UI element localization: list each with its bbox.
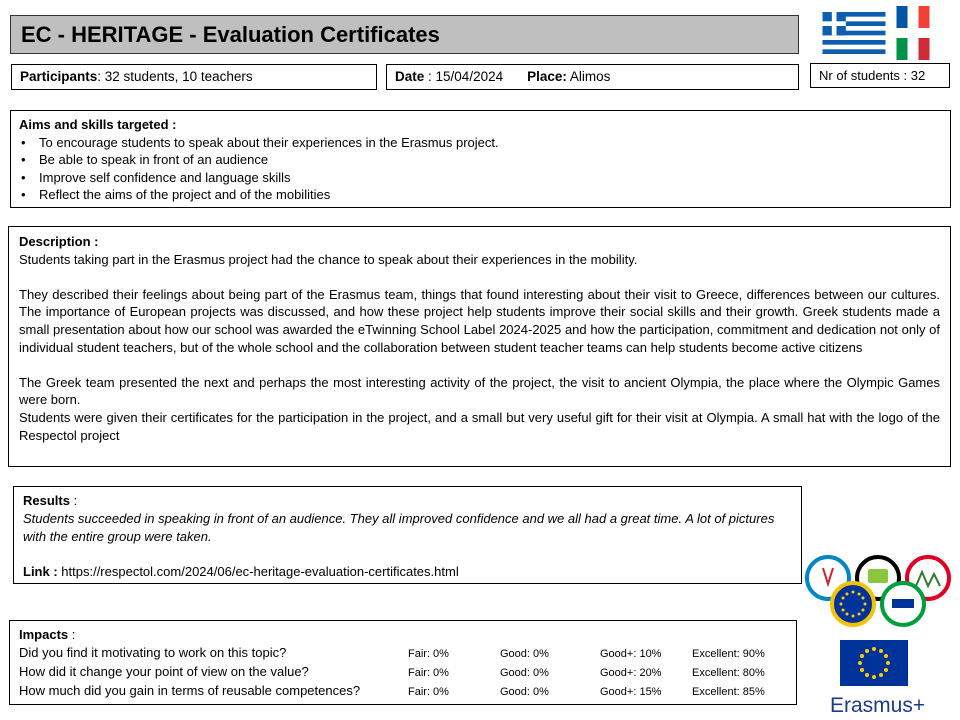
greece-flag-icon <box>822 12 886 54</box>
impact-fair: Fair: 0% <box>408 686 449 698</box>
aims-item: • Be able to speak in front of an audience <box>19 151 942 169</box>
impact-fair: Fair: 0% <box>408 648 449 660</box>
participants-label: Participants <box>20 69 98 84</box>
place-value: Alimos <box>569 69 611 84</box>
impact-question: Did you find it motivating to work on this topic? <box>19 645 287 660</box>
impact-fair: Fair: 0% <box>408 667 449 679</box>
results-text: Students succeeded in speaking in front of an audience. They all improved confidence and we all had a great time. A lot of pictures with the entire group were taken. <box>23 510 775 544</box>
impact-good-plus: Good+: 15% <box>600 686 662 698</box>
impact-excellent: Excellent: 85% <box>692 686 765 698</box>
aims-title: Aims and skills targeted : <box>19 117 177 132</box>
impact-good: Good: 0% <box>500 686 549 698</box>
impacts-section <box>9 620 797 705</box>
results-section <box>13 486 802 584</box>
date-value: : 15/04/2024 <box>428 69 504 84</box>
impact-good-plus: Good+: 10% <box>600 648 662 660</box>
title-text: EC - HERITAGE - Evaluation Certificates <box>21 22 440 47</box>
description-paragraph: Students taking part in the Erasmus project had the chance to speak about their experiences in the mobility. <box>19 251 638 267</box>
results-title: Results <box>23 493 70 508</box>
impact-excellent: Excellent: 80% <box>692 667 765 679</box>
place-label: Place: <box>527 69 567 84</box>
italy-flag-icon <box>896 38 930 60</box>
date-place-box <box>386 64 799 90</box>
description-paragraph: They described their feelings about being part of the Erasmus team, things that found interesting about their visit to Greece, differences between our cultures. The importance of European projects was discussed, and how these project help students improve their social skills and their growth. Greek students made a small presentation about how our school was awarded the eTwinning School Label 2024-2025 and how the participation, commitment and dedication not only of individual student teachers, but of the whole school and the collaboration between student teacher teams can help students become active citizens <box>19 286 940 355</box>
france-flag-icon <box>896 6 930 28</box>
description-title: Description : <box>19 234 99 249</box>
impacts-title: Impacts <box>19 627 69 642</box>
eu-flag-icon <box>840 640 908 686</box>
participants-value: : 32 students, 10 teachers <box>97 69 253 84</box>
impact-row <box>19 663 787 682</box>
impact-row <box>19 644 787 663</box>
impact-excellent: Excellent: 90% <box>692 648 765 660</box>
impact-question: How did it change your point of view on the value? <box>19 664 309 679</box>
aims-item: • Reflect the aims of the project and of the mobilities <box>19 186 942 204</box>
date-label: Date <box>395 69 425 84</box>
description-paragraph: Students were given their certificates for the participation in the project, and a small but very useful gift for their visit at Olympia. A small hat with the logo of the Respectol project <box>19 409 940 443</box>
erasmus-plus-logo: Erasmus+ <box>830 694 926 717</box>
description-section <box>8 226 951 467</box>
link-label: Link : <box>23 564 58 580</box>
impact-good: Good: 0% <box>500 667 549 679</box>
impact-good: Good: 0% <box>500 648 549 660</box>
description-paragraph: The Greek team presented the next and perhaps the most interesting activity of the project, the visit to ancient Olympia, the place where the Olympic Games were born. <box>19 374 940 408</box>
page-title <box>10 15 799 54</box>
impact-good-plus: Good+: 20% <box>600 667 662 679</box>
impact-question: How much did you gain in terms of reusable competences? <box>19 683 361 698</box>
aims-section <box>10 110 951 208</box>
students-count: Nr of students : 32 <box>819 68 926 83</box>
results-colon: : <box>69 493 78 508</box>
impact-row <box>19 682 787 701</box>
aims-item: • Improve self confidence and language skills <box>19 169 942 187</box>
participants-box <box>11 64 377 90</box>
impacts-colon: : <box>68 627 76 642</box>
aims-item: • To encourage students to speak about their experiences in the Erasmus project. <box>19 134 942 152</box>
aims-list <box>19 134 942 204</box>
students-count-box <box>810 63 950 88</box>
results-link[interactable]: https://respectol.com/2024/06/ec-heritage-evaluation-certificates.html <box>57 564 459 580</box>
olympic-rings-logo <box>804 554 954 630</box>
